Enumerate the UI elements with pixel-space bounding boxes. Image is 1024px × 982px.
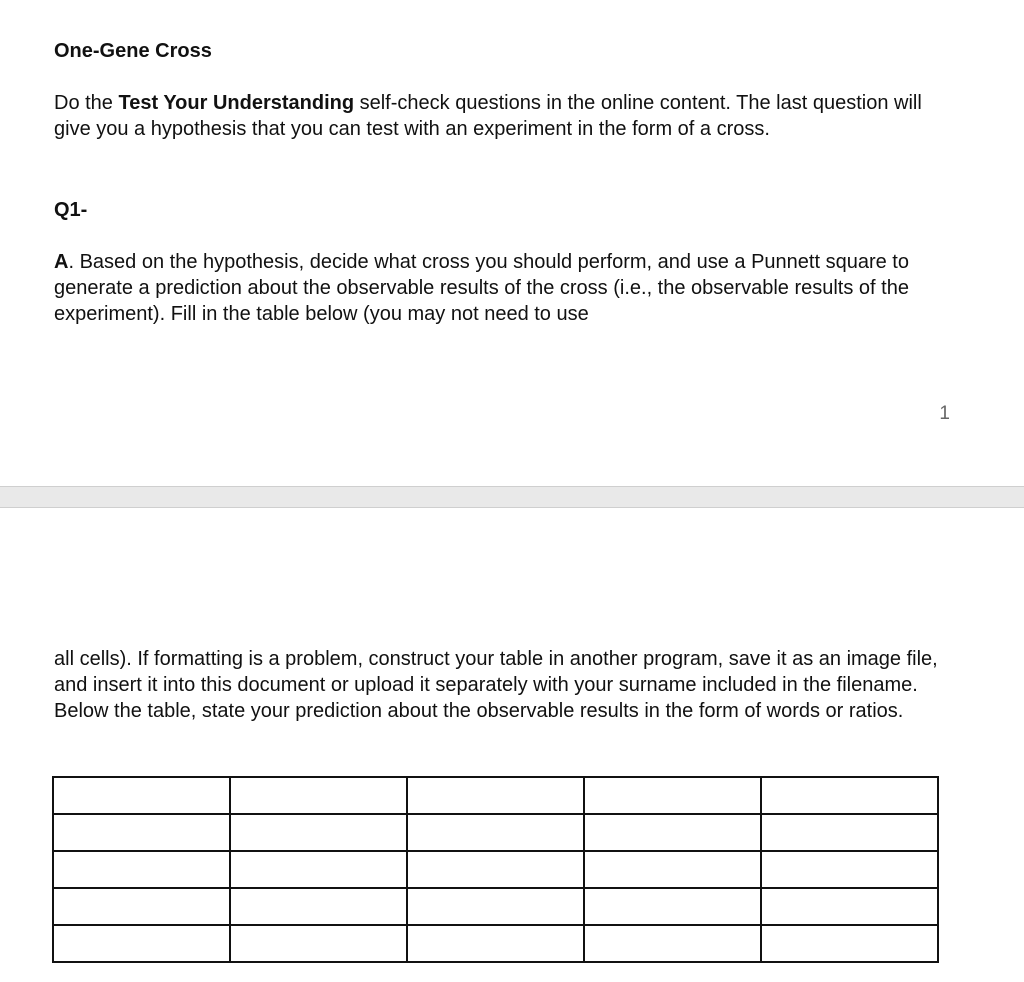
table-cell[interactable] <box>761 814 938 851</box>
table-cell[interactable] <box>53 777 230 814</box>
answer-table-container <box>52 776 939 963</box>
document-page-1 <box>0 0 1024 486</box>
part-a-label: A <box>54 251 69 273</box>
answer-table-body <box>53 777 938 962</box>
question-label: Q1- <box>54 199 88 221</box>
table-cell[interactable] <box>761 851 938 888</box>
table-cell[interactable] <box>53 888 230 925</box>
table-cell[interactable] <box>407 777 584 814</box>
table-cell[interactable] <box>407 888 584 925</box>
intro-text-end: self-check questions in the online content. The last question will give you a hypothesis that you can test with an experiment in the form of a cross. <box>54 92 922 140</box>
table-cell[interactable] <box>53 814 230 851</box>
part-a-text: . Based on the hypothesis, decide what cross you should perform, and use a Punnett square to generate a prediction about the observable results of the cross (i.e., the observable results of the experiment). Fill in the table below (you may not need to use <box>54 251 909 325</box>
table-row <box>53 925 938 962</box>
table-cell[interactable] <box>407 851 584 888</box>
table-cell[interactable] <box>761 777 938 814</box>
table-cell[interactable] <box>230 888 407 925</box>
table-cell[interactable] <box>761 925 938 962</box>
table-cell[interactable] <box>584 888 761 925</box>
page-number: 1 <box>939 403 950 424</box>
table-cell[interactable] <box>407 814 584 851</box>
answer-table <box>52 776 939 963</box>
table-cell[interactable] <box>230 851 407 888</box>
intro-text-start: Do the <box>54 92 119 114</box>
table-cell[interactable] <box>584 777 761 814</box>
intro-bold-text: Test Your Understanding <box>118 92 355 114</box>
table-cell[interactable] <box>584 851 761 888</box>
table-cell[interactable] <box>53 851 230 888</box>
table-cell[interactable] <box>53 925 230 962</box>
table-cell[interactable] <box>230 777 407 814</box>
table-cell[interactable] <box>230 925 407 962</box>
document-page-2 <box>0 508 1024 982</box>
table-row <box>53 777 938 814</box>
page-break-gap <box>0 486 1024 508</box>
continuation-paragraph: all cells). If formatting is a problem, construct your table in another program, save it as an image file, and insert it into this document or upload it separately with your surname included in the filename. Below the table, state your prediction about the observable results in the form of words or ratios. <box>54 648 938 722</box>
part-a-paragraph <box>54 249 954 327</box>
table-cell[interactable] <box>230 814 407 851</box>
table-cell[interactable] <box>584 925 761 962</box>
table-row <box>53 851 938 888</box>
document-title: One-Gene Cross <box>54 40 212 62</box>
table-cell[interactable] <box>761 888 938 925</box>
table-cell[interactable] <box>584 814 761 851</box>
table-cell[interactable] <box>407 925 584 962</box>
table-row <box>53 814 938 851</box>
table-row <box>53 888 938 925</box>
intro-paragraph <box>54 90 954 142</box>
